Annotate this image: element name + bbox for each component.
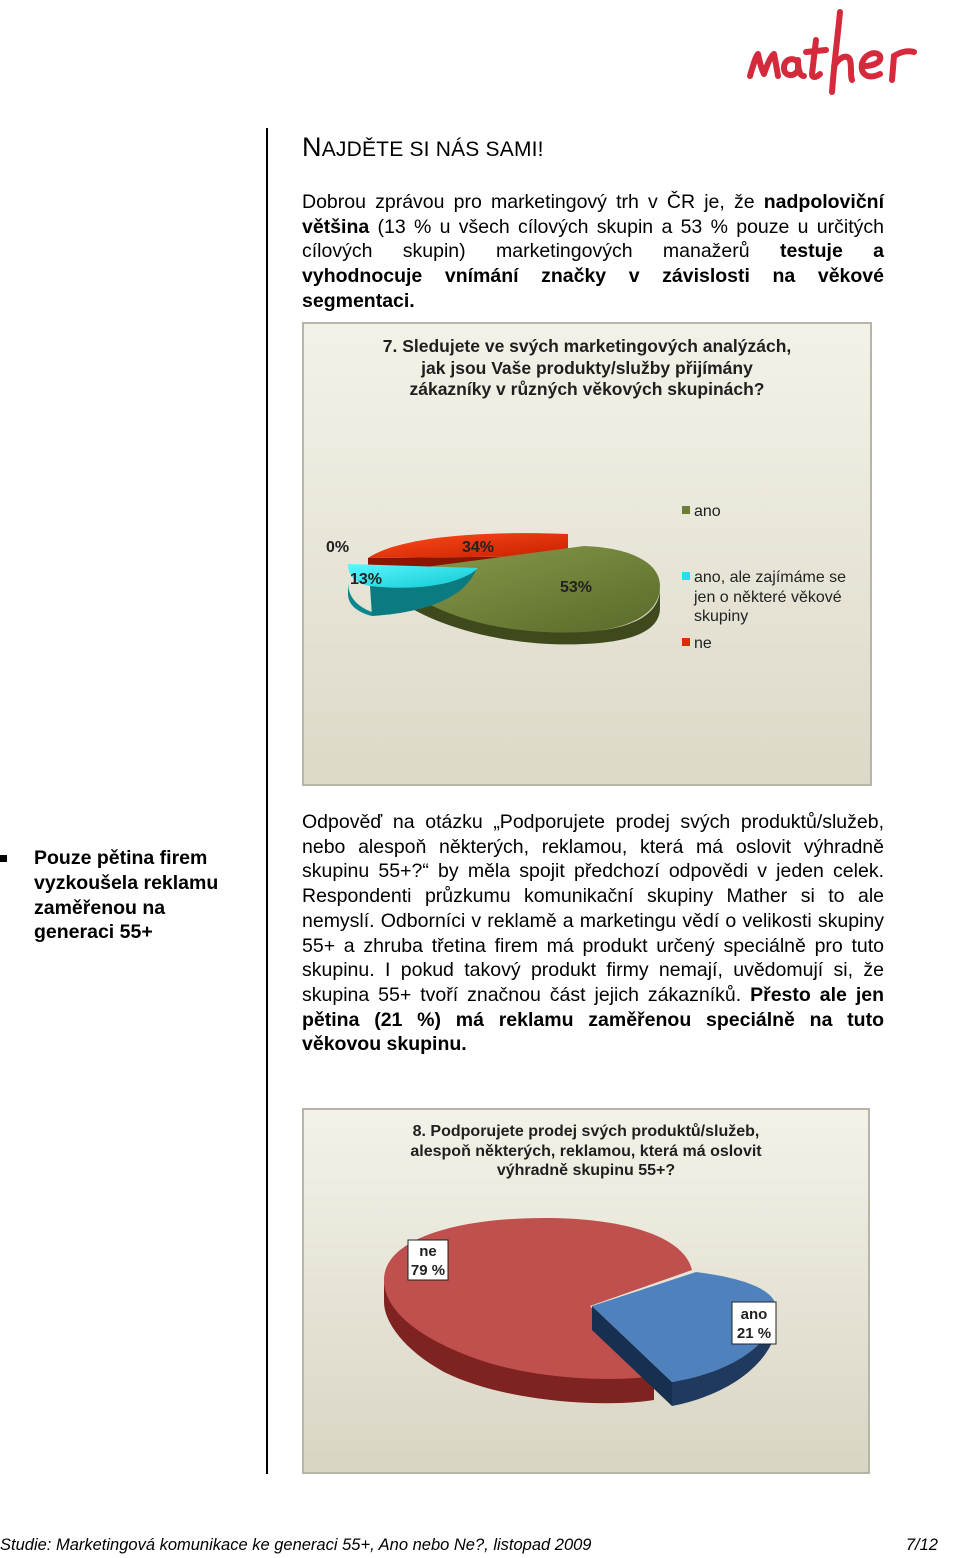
heading-rest: AJDĚTE SI NÁS SAMI!	[321, 138, 544, 161]
chart-55plus-advertising	[302, 1108, 870, 1474]
legend-swatch-ano	[682, 506, 690, 514]
body-text-1: Odpověď na otázku „Podporujete prodej svých produktů/služeb, nebo alespoň některých, reklamou, která má oslovit výhradně skupinu 55+?“ by měla spojit předchozí odpovědi v jeden celek. Respondenti průzkumu komunikační skupiny Mather si to ale nemyslí. Odborníci v reklamě a marketingu vědí o velikosti skupiny 55+ a zhruba třetina firem má produkt určený speciálně pro tuto skupinu. I pokud takový produkt firmy nemají, uvědomují si, že skupina 55+ tvoří značnou část jejich zákazníků.	[302, 811, 884, 1006]
chart2-title-line: alespoň některých, reklamou, která má oslovit	[410, 1142, 762, 1160]
chart2-label-ano: ano	[740, 1306, 768, 1323]
chart2-label-ne-value: 79 %	[410, 1262, 446, 1279]
legend-ano-ale-1: ano, ale zajímáme se	[694, 569, 847, 586]
mather-logo	[740, 4, 958, 99]
body-paragraph	[302, 810, 884, 1057]
chart1-plot	[304, 324, 870, 784]
footer-study-title: Studie: Marketingová komunikace ke generaci 55+, Ano nebo Ne?, listopad 2009	[0, 1536, 592, 1554]
page-number: 7/12	[905, 1536, 938, 1554]
page-footer	[0, 1536, 960, 1558]
chart2-plot	[304, 1110, 868, 1472]
chart1-label-0: 0%	[326, 539, 350, 556]
chart-age-segmentation	[302, 322, 872, 786]
intro-text-2: nadpoloviční většina	[302, 191, 884, 238]
chart2-title-line: výhradně skupinu 55+?	[496, 1162, 676, 1179]
chart1-title-line: 7. Sledujete ve svých marketingových analýzách,	[382, 336, 792, 356]
legend-swatch-ano-ale	[682, 572, 690, 580]
chart2-label-ano-value: 21 %	[736, 1325, 772, 1342]
intro-text-4: testuje a vyhodnocuje vnímání značky v závislosti na věkové segmentaci.	[302, 240, 884, 312]
chart2-title-line: 8. Podporujete prodej svých produktů/služeb,	[412, 1123, 760, 1140]
chart1-title-line: zákazníky v různých věkových skupinách?	[409, 379, 765, 399]
chart1-label-13: 13%	[350, 571, 383, 588]
legend-ano-ale-3: skupiny	[694, 608, 749, 625]
chart1-label-53: 53%	[560, 579, 593, 596]
chart1-title-line: jak jsou Vaše produkty/služby přijímány	[421, 357, 753, 378]
legend-swatch-ne	[682, 638, 690, 646]
page-heading	[302, 132, 544, 163]
legend-ne: ne	[694, 635, 712, 652]
bullet-icon	[0, 855, 7, 862]
chart1-label-34: 34%	[462, 539, 495, 556]
legend-ano: ano	[694, 503, 721, 520]
column-divider	[266, 128, 268, 1474]
intro-text-3: (13 % u všech cílových skupin a 53 % pouze u určitých cílových skupin) marketingových manažerů	[302, 215, 884, 263]
heading-initial: N	[302, 132, 322, 162]
chart2-label-ne: ne	[419, 1243, 437, 1260]
intro-paragraph	[302, 190, 884, 314]
intro-text-1: Dobrou zprávou pro marketingový trh v ČR je, že	[302, 191, 764, 213]
sidenote-text: Pouze pětina firem vyzkoušela reklamu zaměřenou na generaci 55+	[34, 847, 219, 944]
legend-ano-ale-2: jen o některé věkové	[694, 589, 842, 606]
body-text-2: Přesto ale jen pětina (21 %) má reklamu zaměřenou speciálně na tuto věkovou skupinu.	[302, 983, 884, 1056]
